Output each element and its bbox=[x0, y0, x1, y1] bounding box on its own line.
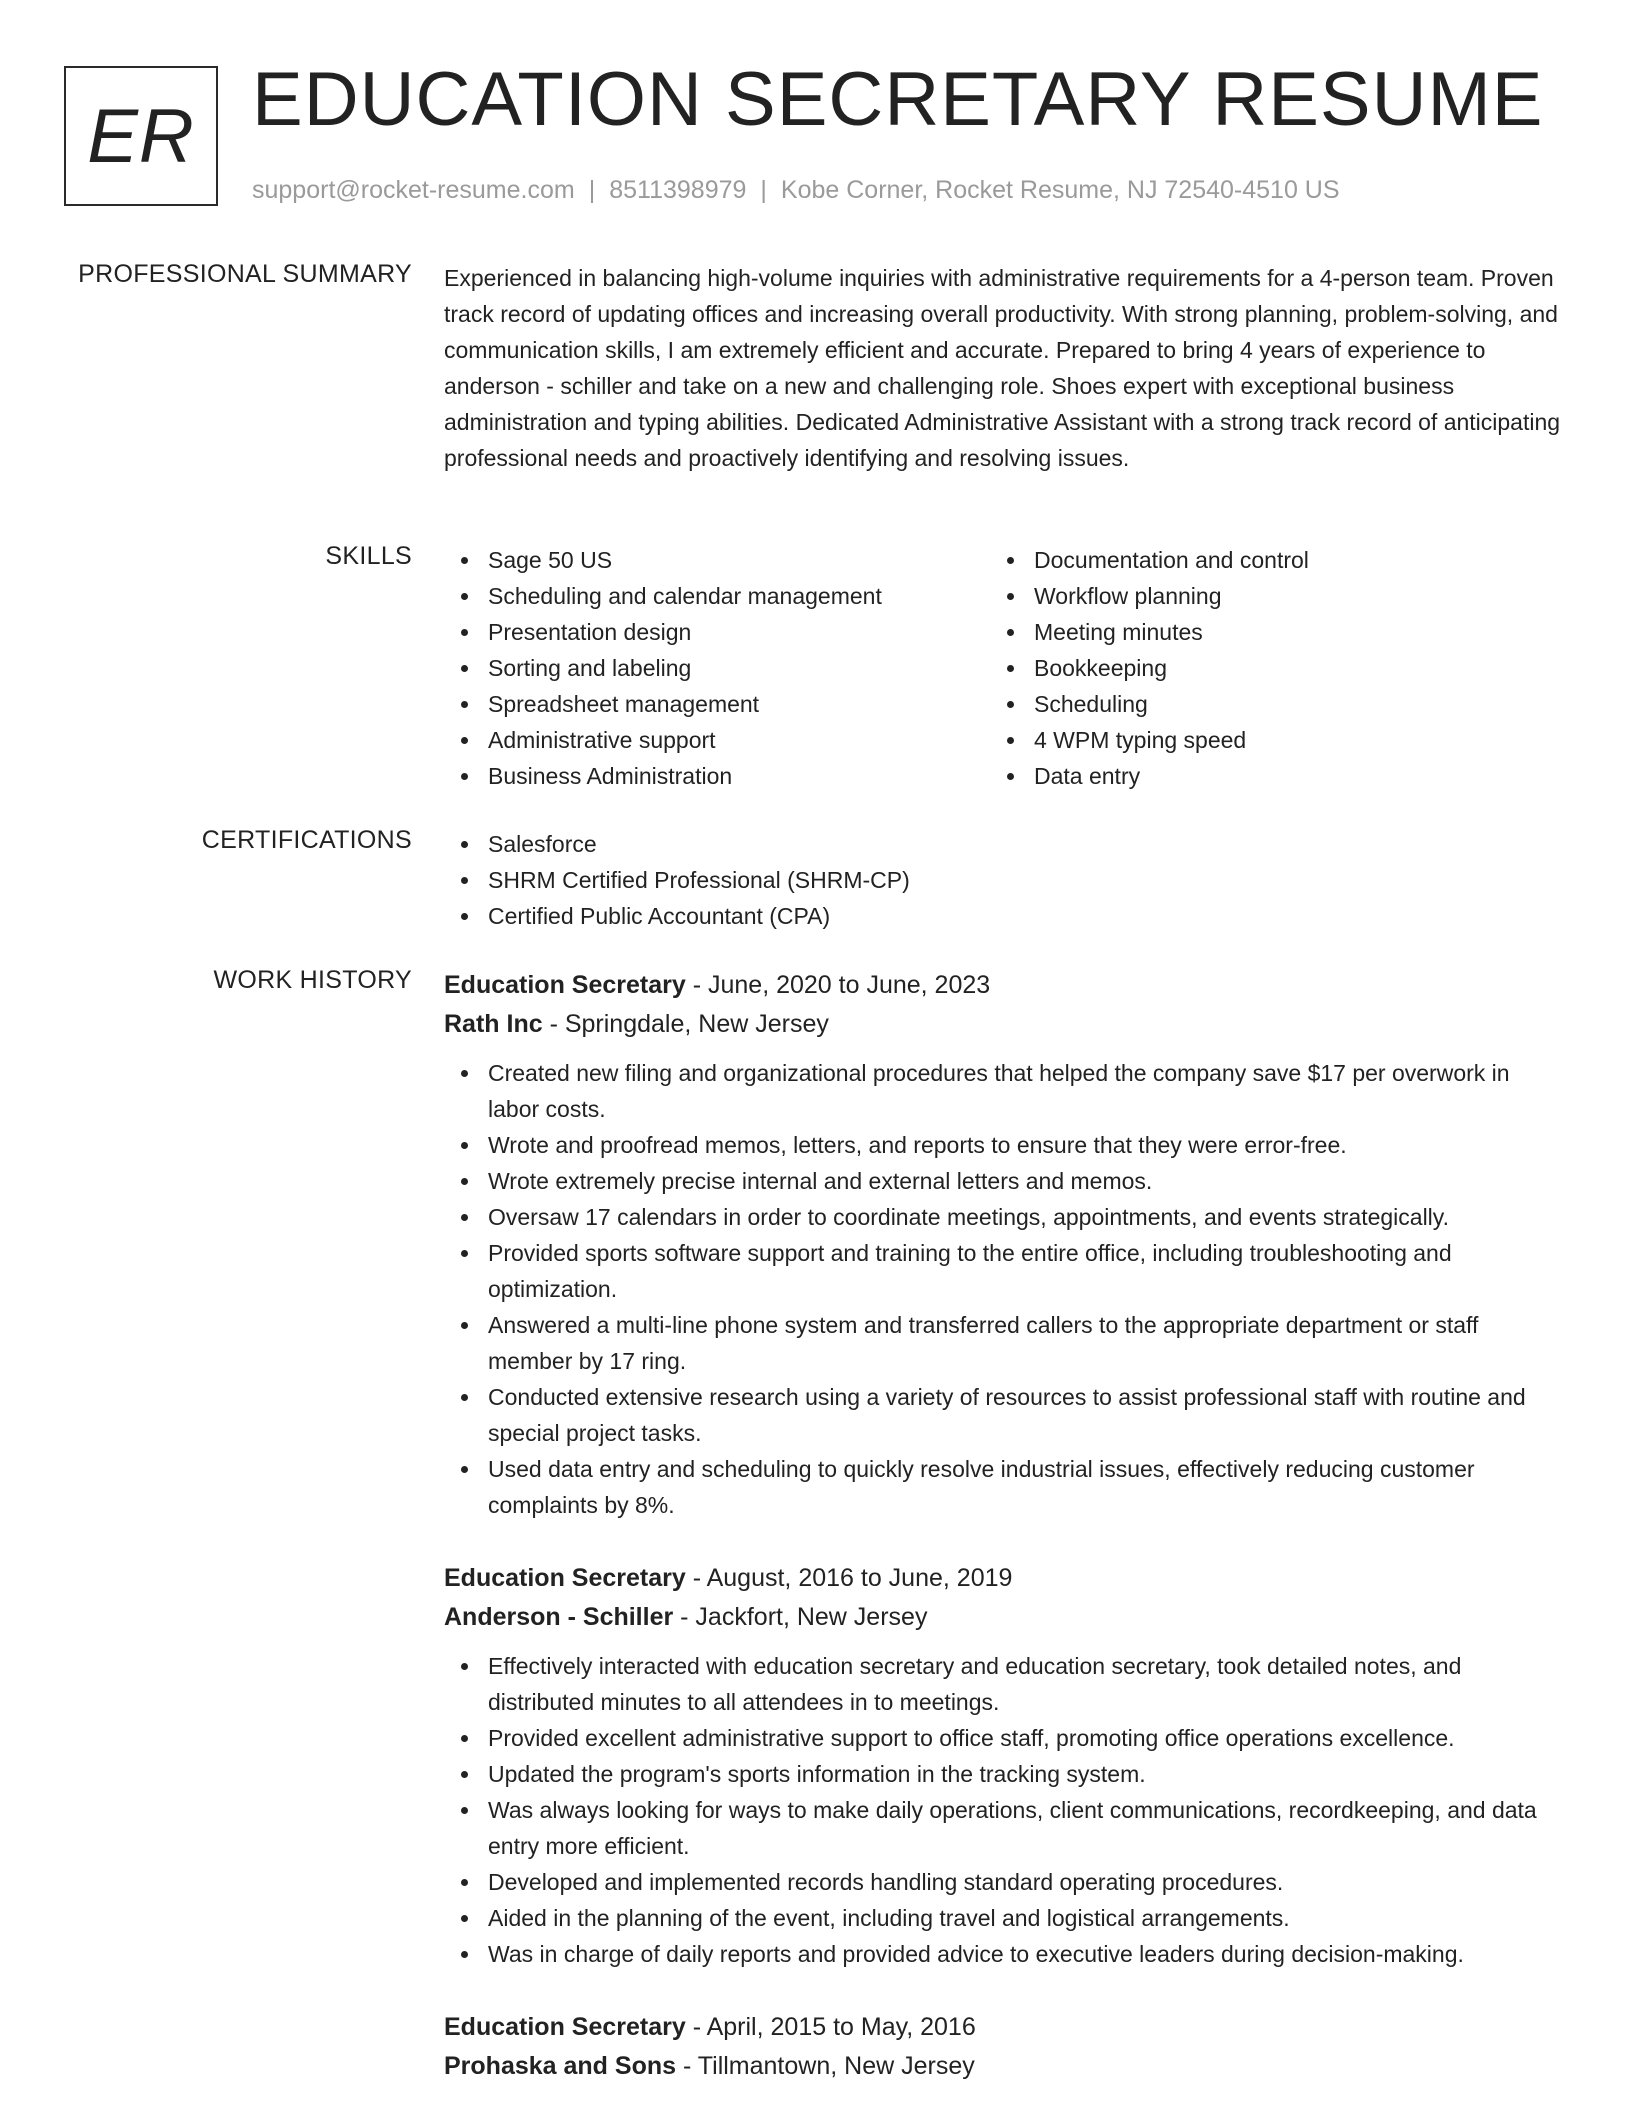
job-title: Education Secretary bbox=[444, 1564, 686, 1592]
job-bullet: Aided in the planning of the event, including travel and logistical arrangements. bbox=[488, 1900, 1564, 1936]
job-bullet: Developed and implemented records handling standard operating procedures. bbox=[488, 1864, 1564, 1900]
job-location: - Springdale, New Jersey bbox=[542, 1010, 829, 1038]
job-bullet: Created new filing and organizational procedures that helped the company save $17 per overwork in labor costs. bbox=[488, 1055, 1564, 1127]
section-label-summary: PROFESSIONAL SUMMARY bbox=[78, 260, 412, 288]
job-bullet-list bbox=[444, 1055, 1564, 1523]
page-title: EDUCATION SECRETARY RESUME bbox=[252, 57, 1544, 142]
job-bullet: Was in charge of daily reports and provided advice to executive leaders during decision-making. bbox=[488, 1936, 1564, 1972]
job-employer: Prohaska and Sons bbox=[444, 2052, 677, 2080]
job-bullet: Conducted extensive research using a variety of resources to assist professional staff with routine and special project tasks. bbox=[488, 1379, 1564, 1451]
job-bullet: Effectively interacted with education secretary and education secretary, took detailed notes, and distributed minutes to all attendees in to meetings. bbox=[488, 1648, 1564, 1720]
certification-item: Salesforce bbox=[488, 826, 1564, 862]
contact-separator: | bbox=[760, 176, 767, 204]
skills-column-left bbox=[444, 542, 990, 794]
skill-item: Spreadsheet management bbox=[488, 686, 990, 722]
job-dates: - April, 2015 to May, 2016 bbox=[685, 2013, 976, 2041]
summary-text: Experienced in balancing high-volume inquiries with administrative requirements for a 4-person team. Proven track record of updating offices and increasing overall productivity. With strong planning, problem-solving, and communication skills, I am extremely efficient and accurate. Prepared to bring 4 years of experience to anderson - schiller and take on a new and challenging role. Shoes expert with exceptional business administration and typing abilities. Dedicated Administrative Assistant with a strong track record of anticipating professional needs and proactively identifying and resolving issues. bbox=[444, 265, 1561, 471]
skill-item: 4 WPM typing speed bbox=[1034, 722, 1536, 758]
skill-item: Documentation and control bbox=[1034, 542, 1536, 578]
job-entry bbox=[444, 2008, 1564, 2086]
contact-line bbox=[252, 176, 1340, 205]
job-dates: - August, 2016 to June, 2019 bbox=[685, 1564, 1013, 1592]
job-org-line bbox=[444, 1005, 1564, 1044]
skill-item: Scheduling and calendar management bbox=[488, 578, 990, 614]
section-label-work-history: WORK HISTORY bbox=[213, 966, 412, 994]
job-bullet: Provided sports software support and training to the entire office, including troubleshooting and optimization. bbox=[488, 1235, 1564, 1307]
job-bullet: Was always looking for ways to make daily operations, client communications, recordkeeping, and data entry more efficient. bbox=[488, 1792, 1564, 1864]
section-label-certifications: CERTIFICATIONS bbox=[201, 826, 412, 854]
job-bullet: Provided excellent administrative support to office staff, promoting office operations excellence. bbox=[488, 1720, 1564, 1756]
skills-body bbox=[444, 542, 1564, 794]
skill-item: Meeting minutes bbox=[1034, 614, 1536, 650]
skill-item: Presentation design bbox=[488, 614, 990, 650]
certifications-body bbox=[444, 826, 1564, 934]
skills-column-right bbox=[990, 542, 1536, 794]
skill-item: Scheduling bbox=[1034, 686, 1536, 722]
contact-separator: | bbox=[588, 176, 596, 204]
job-org-line bbox=[444, 1598, 1564, 1637]
work-history-body bbox=[444, 966, 1564, 2122]
skill-item: Sorting and labeling bbox=[488, 650, 990, 686]
job-bullet: Oversaw 17 calendars in order to coordinate meetings, appointments, and events strategically. bbox=[488, 1199, 1564, 1235]
job-employer: Rath Inc bbox=[444, 1010, 543, 1038]
skill-item: Sage 50 US bbox=[488, 542, 990, 578]
job-title-line bbox=[444, 966, 1564, 1005]
job-location: - Jackfort, New Jersey bbox=[673, 1603, 928, 1631]
skill-item: Data entry bbox=[1034, 758, 1536, 794]
job-bullet: Updated the program's sports information in the tracking system. bbox=[488, 1756, 1564, 1792]
skill-item: Bookkeeping bbox=[1034, 650, 1536, 686]
job-location: - Tillmantown, New Jersey bbox=[676, 2052, 975, 2080]
contact-phone: 8511398979 bbox=[609, 176, 747, 204]
monogram-logo: ER bbox=[64, 66, 218, 206]
job-org-line bbox=[444, 2047, 1564, 2086]
job-title: Education Secretary bbox=[444, 2013, 686, 2041]
job-title-line bbox=[444, 2008, 1564, 2047]
contact-address: Kobe Corner, Rocket Resume, NJ 72540-4510 US bbox=[780, 176, 1340, 204]
skill-item: Administrative support bbox=[488, 722, 990, 758]
skill-item: Business Administration bbox=[488, 758, 990, 794]
job-entry bbox=[444, 966, 1564, 1523]
certification-item: SHRM Certified Professional (SHRM-CP) bbox=[488, 862, 1564, 898]
job-bullet: Answered a multi-line phone system and transferred callers to the appropriate department or staff member by 17 ring. bbox=[488, 1307, 1564, 1379]
job-title: Education Secretary bbox=[444, 971, 686, 999]
job-bullet: Wrote and proofread memos, letters, and reports to ensure that they were error-free. bbox=[488, 1127, 1564, 1163]
job-bullet-list bbox=[444, 1648, 1564, 1972]
certification-item: Certified Public Accountant (CPA) bbox=[488, 898, 1564, 934]
section-label-skills: SKILLS bbox=[325, 542, 412, 570]
job-bullet: Used data entry and scheduling to quickly resolve industrial issues, effectively reducing customer complaints by 8%. bbox=[488, 1451, 1564, 1523]
skill-item: Workflow planning bbox=[1034, 578, 1536, 614]
job-entry bbox=[444, 1559, 1564, 1972]
contact-email: support@rocket-resume.com bbox=[252, 176, 575, 204]
job-bullet: Wrote extremely precise internal and external letters and memos. bbox=[488, 1163, 1564, 1199]
job-dates: - June, 2020 to June, 2023 bbox=[685, 971, 991, 999]
job-employer: Anderson - Schiller bbox=[444, 1603, 674, 1631]
summary-body bbox=[444, 260, 1564, 476]
job-title-line bbox=[444, 1559, 1564, 1598]
